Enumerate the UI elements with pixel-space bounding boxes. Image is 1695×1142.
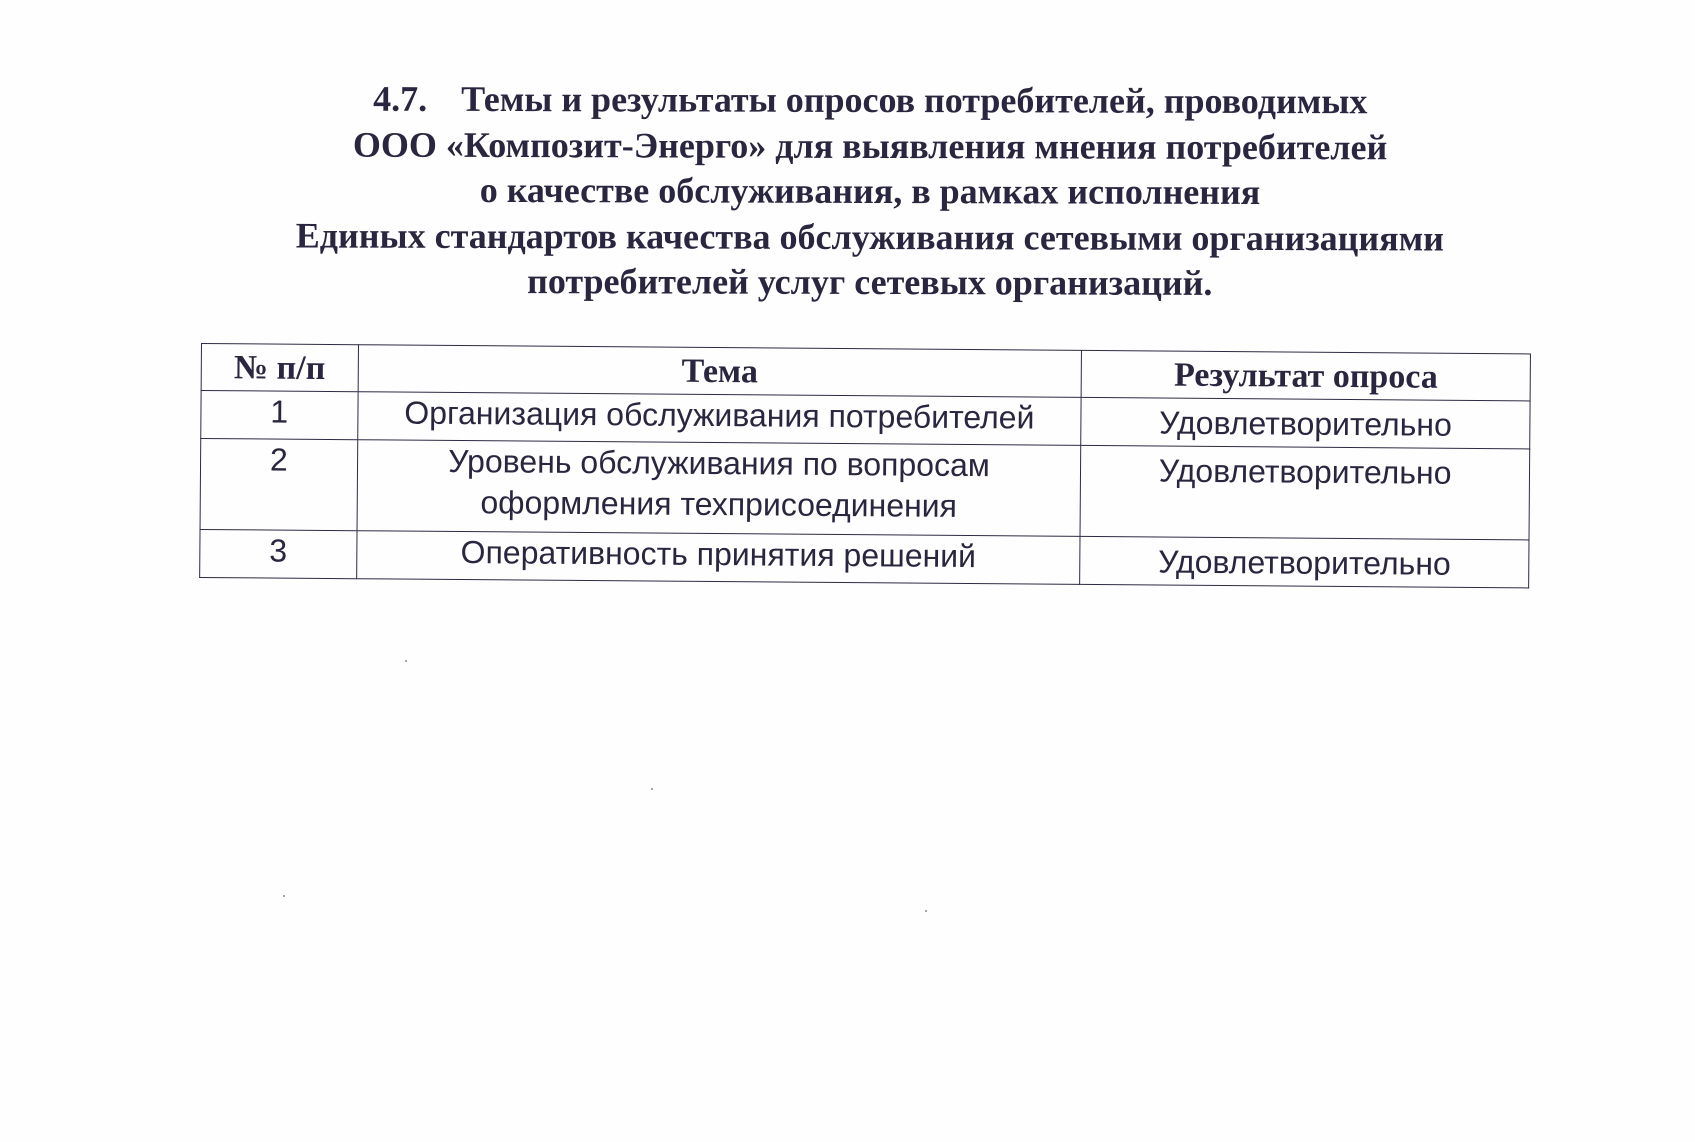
row-topic-text: Оперативность принятия решений xyxy=(460,534,977,575)
heading-line-3: о качестве обслуживания, в рамках исполнения xyxy=(479,169,1261,213)
scan-speck xyxy=(651,788,653,790)
survey-results-table xyxy=(199,343,1531,588)
heading-line-1 xyxy=(150,76,1590,125)
row-topic xyxy=(357,440,1081,537)
row-topic-text: Организация обслуживания потребителей xyxy=(404,394,1035,436)
scan-speck xyxy=(405,660,407,662)
table-row xyxy=(200,529,1529,587)
row-topic-text: Уровень обслуживания по вопросам xyxy=(448,442,990,484)
table-row xyxy=(200,439,1530,540)
row-topic xyxy=(356,531,1080,585)
row-num: 3 xyxy=(200,529,357,578)
section-number: 4.7. xyxy=(373,78,428,119)
header-result: Результат опроса xyxy=(1081,350,1530,401)
section-heading xyxy=(150,76,1591,307)
row-result: Удовлетворительно xyxy=(1080,445,1529,540)
row-num: 1 xyxy=(201,391,358,440)
header-num: № п/п xyxy=(201,344,358,392)
row-num: 2 xyxy=(200,439,357,531)
scan-speck xyxy=(925,910,927,912)
heading-line-5: потребителей услуг сетевых организаций. xyxy=(527,261,1213,303)
row-topic-text-cont: оформления техприсоединения xyxy=(480,484,958,524)
heading-line-2: ООО «Композит-Энерго» для выявления мнения потребителей xyxy=(352,124,1388,167)
header-topic: Тема xyxy=(358,345,1082,398)
row-result: Удовлетворительно xyxy=(1081,397,1530,449)
heading-text-1: Темы и результаты опросов потребителей, проводимых xyxy=(461,78,1368,122)
heading-line-4: Единых стандартов качества обслуживания сетевыми организациями xyxy=(295,214,1444,259)
row-result: Удовлетворительно xyxy=(1080,536,1529,588)
scan-speck xyxy=(283,895,285,897)
row-topic xyxy=(357,392,1081,446)
